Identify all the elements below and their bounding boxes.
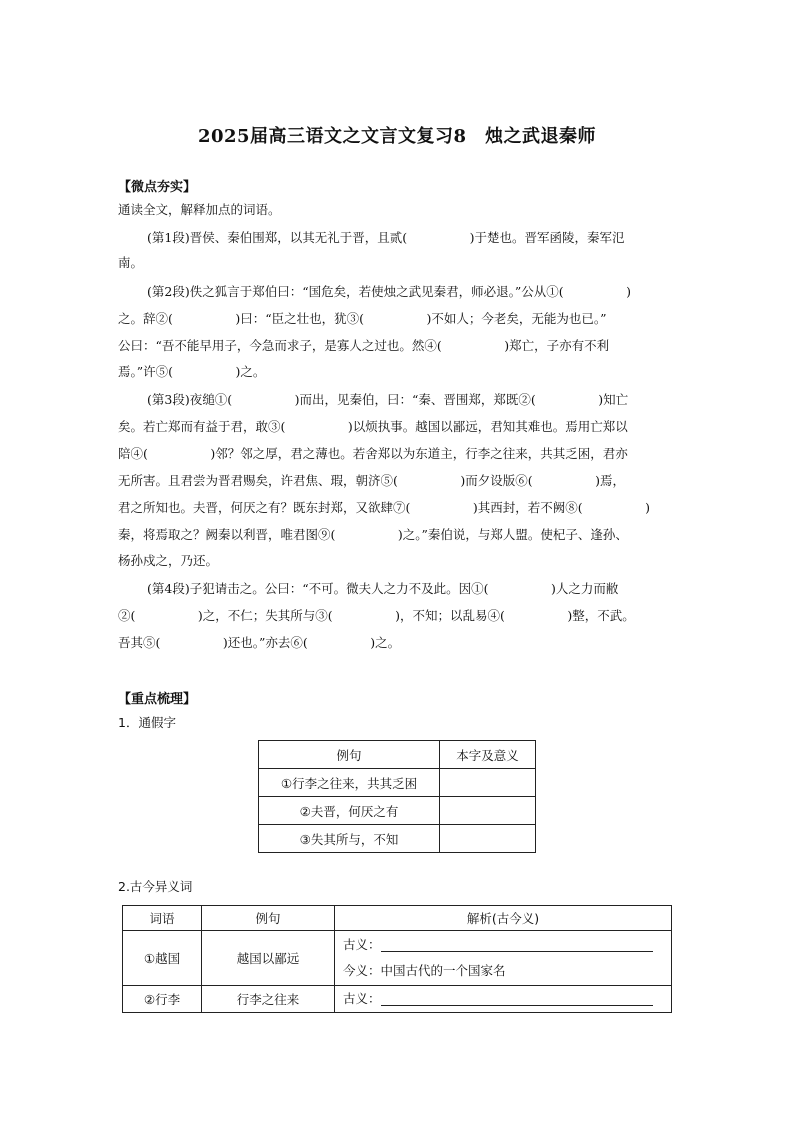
subheading-gujin: 2.古今异义词	[118, 879, 193, 894]
table-cell: 行李之往来	[202, 986, 335, 1013]
passage-line: 之。辞②( )曰：“臣之壮也，犹③( )不如人；今老矣，无能为也已。”	[118, 311, 607, 326]
table-cell: ②夫晋，何厌之有	[259, 797, 440, 825]
table-cell: ②行李	[123, 986, 202, 1013]
subheading-tongjia: 1．通假字	[118, 715, 176, 730]
table-header: 解析(古今义)	[335, 906, 672, 931]
section-heading-practice: 【微点夯实】	[118, 180, 197, 195]
answer-cell[interactable]	[440, 769, 536, 797]
instruction-text: 通读全文，解释加点的词语。	[118, 202, 281, 217]
table-row	[259, 797, 536, 825]
passage-line: (第3段)夜缒①( )而出，见秦伯，曰：“秦、晋围郑，郑既②( )知亡	[147, 392, 629, 407]
tongjia-table	[258, 740, 536, 853]
passage-line: 吾其⑤( )还也。”亦去⑥( )之。	[118, 635, 401, 650]
modern-label: 今义：	[343, 963, 381, 978]
ancient-answer-line[interactable]	[381, 993, 653, 1006]
modern-meaning: 中国古代的一个国家名	[380, 963, 506, 978]
page-title: 2025届高三语文之文言文复习8 烛之武退秦师	[197, 126, 597, 147]
table-cell: ③失其所与，不知	[259, 825, 440, 853]
passage-line: 君之所知也。夫晋，何厌之有？既东封郑，又欲肆⑦( )其西封，若不阙⑧( )	[118, 500, 651, 515]
gujin-table	[122, 905, 672, 1013]
table-header: 本字及意义	[440, 741, 536, 769]
passage-line: (第4段)子犯请击之。公曰：“不可。微夫人之力不及此。因①( )人之力而敝	[147, 581, 619, 596]
passage-line: 无所害。且君尝为晋君赐矣，许君焦、瑕，朝济⑤( )而夕设版⑥( )焉，	[118, 473, 626, 488]
answer-cell[interactable]	[440, 825, 536, 853]
table-row	[123, 986, 672, 1013]
table-header: 例句	[202, 906, 335, 931]
section-heading-review: 【重点梳理】	[118, 692, 197, 707]
table-cell: ①越国	[123, 931, 202, 986]
table-row	[123, 931, 672, 986]
ancient-answer-line[interactable]	[381, 939, 653, 952]
table-header: 词语	[123, 906, 202, 931]
passage-line: 秦，将焉取之？阙秦以利晋，唯君图⑨( )之。”秦伯说，与郑人盟。使杞子、逢孙、	[118, 527, 628, 542]
table-row	[259, 825, 536, 853]
passage-line: 焉。”许⑤( )之。	[118, 364, 266, 379]
answer-cell[interactable]	[440, 797, 536, 825]
passage-line: (第1段)晋侯、秦伯围郑，以其无礼于晋，且贰( )于楚也。晋军函陵，秦军氾	[147, 230, 625, 245]
passage-line: ②( )之，不仁；失其所与③( )，不知；以乱易④( )整，不武。	[118, 608, 635, 623]
passage-line: 矣。若亡郑而有益于君，敢③( )以烦执事。越国以鄙远，君知其难也。焉用亡郑以	[118, 419, 628, 434]
ancient-label: 古义：	[343, 991, 381, 1006]
table-cell: ①行李之往来，共其乏困	[259, 769, 440, 797]
table-row	[259, 769, 536, 797]
table-cell: 越国以鄙远	[202, 931, 335, 986]
table-header: 例句	[259, 741, 440, 769]
passage-line: 杨孙戍之，乃还。	[118, 553, 219, 568]
passage-line: 陪④( )邻？邻之厚，君之薄也。若舍郑以为东道主，行李之往来，共其乏困，君亦	[118, 446, 628, 461]
meaning-cell	[335, 986, 672, 1013]
ancient-label: 古义：	[343, 937, 381, 952]
passage-line: 公曰：“吾不能早用子，今急而求子，是寡人之过也。然④( )郑亡，子亦有不利	[118, 338, 610, 353]
passage-line: 南。	[118, 255, 144, 270]
meaning-cell	[335, 931, 672, 986]
passage-line: (第2段)佚之狐言于郑伯曰：“国危矣，若使烛之武见秦君，师必退。”公从①( )	[147, 284, 631, 299]
